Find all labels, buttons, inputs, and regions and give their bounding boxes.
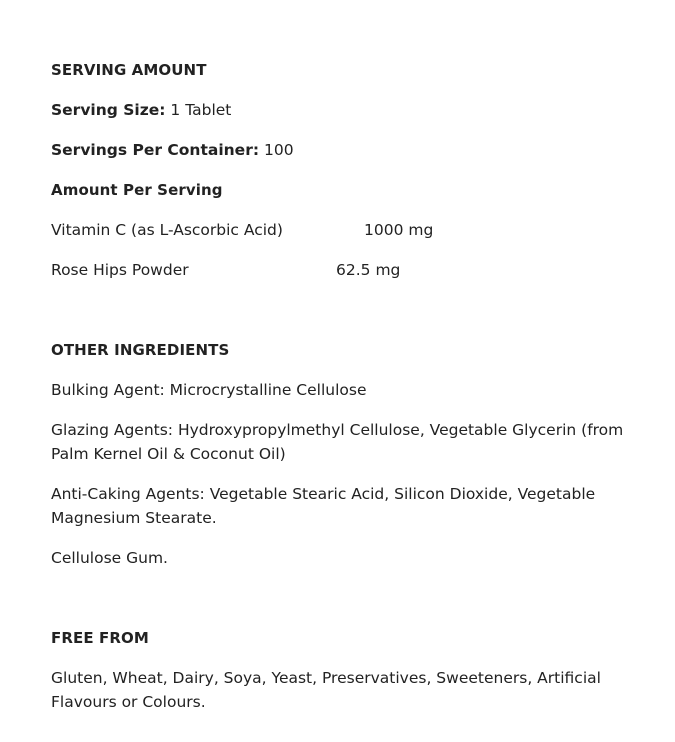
serving-amount-heading: SERVING AMOUNT xyxy=(51,61,207,79)
ingredient-item: Glazing Agents: Hydroxypropylmethyl Cellulose, Vegetable Glycerin (from Palm Kernel Oil & Coconut Oil) xyxy=(51,421,624,463)
ingredient-item: Bulking Agent: Microcrystalline Cellulose xyxy=(51,381,367,399)
nutrient-row xyxy=(51,258,651,282)
nutrient-name: Vitamin C (as L-Ascorbic Acid) xyxy=(51,221,283,239)
nutrient-row xyxy=(51,218,651,242)
nutrient-amount: 1000 mg xyxy=(364,221,434,239)
ingredient-item: Cellulose Gum. xyxy=(51,549,168,567)
nutrient-amount: 62.5 mg xyxy=(336,261,401,279)
servings-per-container-value: 100 xyxy=(263,141,294,159)
ingredient-item: Anti-Caking Agents: Vegetable Stearic Acid, Silicon Dioxide, Vegetable Magnesium Stearate. xyxy=(51,485,596,527)
servings-per-container xyxy=(51,138,651,162)
section-spacer xyxy=(51,586,651,626)
other-ingredients-heading: OTHER INGREDIENTS xyxy=(51,341,230,359)
product-info-content xyxy=(51,58,651,730)
free-from-text: Gluten, Wheat, Dairy, Soya, Yeast, Preservatives, Sweeteners, Artificial Flavours or Colours. xyxy=(51,669,601,711)
serving-size-label: Serving Size: xyxy=(51,101,166,119)
serving-size xyxy=(51,98,651,122)
nutrient-name: Rose Hips Powder xyxy=(51,261,189,279)
serving-size-value: 1 Tablet xyxy=(170,101,232,119)
section-spacer xyxy=(51,298,651,338)
amount-per-serving-heading: Amount Per Serving xyxy=(51,181,223,199)
free-from-heading: FREE FROM xyxy=(51,629,149,647)
servings-per-container-label: Servings Per Container: xyxy=(51,141,260,159)
